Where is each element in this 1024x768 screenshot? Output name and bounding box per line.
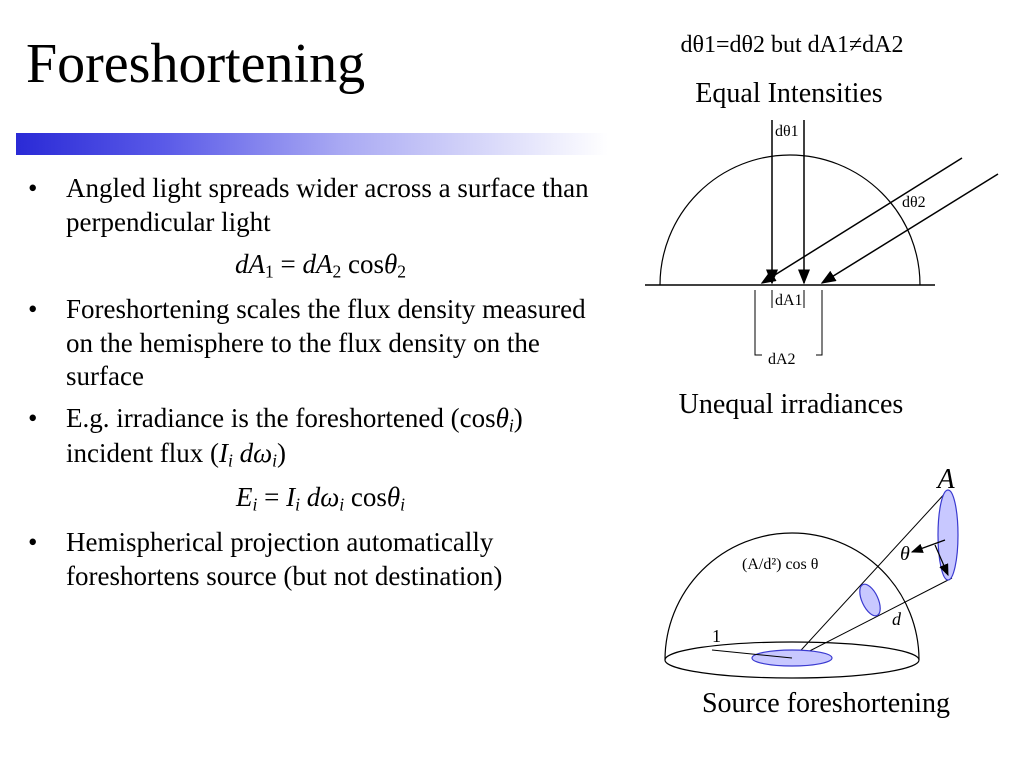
label-ratio: (A/d²) cos θ: [742, 556, 819, 573]
title-underline-bar: [16, 133, 608, 155]
figure1-header-line2: Equal Intensities: [695, 78, 883, 109]
bullet-list: [28, 172, 613, 601]
bullet-text: Hemispherical projection automatically foreshortens source (but not destination): [66, 526, 503, 591]
equation-irradiance: $E_i = I_i$ $d\omega_i$ cosθ$_i$: [235, 481, 406, 515]
bullet-text: Foreshortening scales the flux density measured on the hemisphere to the flux density on the surface: [66, 293, 586, 392]
label-dtheta1: dθ1: [775, 123, 799, 140]
label-A: A: [937, 464, 955, 495]
label-d: d: [892, 609, 901, 629]
hemisphere-arc-2: [665, 533, 919, 660]
label-dA1: dA1: [775, 292, 803, 309]
projected-patch: [856, 581, 885, 619]
bullet-dot: •: [28, 293, 38, 324]
bullet-item: [28, 293, 613, 394]
bullet-item: [28, 402, 613, 473]
source-area: [938, 490, 958, 580]
label-dA2: dA2: [768, 351, 796, 368]
label-theta: θ: [900, 543, 910, 565]
figure-source-foreshortening: [650, 455, 1020, 725]
label-radius-1: 1: [712, 626, 721, 646]
label-dtheta2: dθ2: [902, 194, 926, 211]
figure-unequal-irradiances: [640, 20, 1020, 425]
bullet-dot: •: [28, 526, 38, 557]
cone-upper-edge: [792, 490, 948, 660]
slide-title: Foreshortening: [26, 33, 366, 95]
bullet-item: [28, 172, 613, 240]
bullet-item: [28, 526, 613, 594]
figure2-caption: Source foreshortening: [701, 688, 951, 719]
bullet-dot: •: [28, 403, 38, 434]
equation-foreshortening: $dA_1 = dA_2$ cosθ$_2$: [234, 248, 407, 281]
bullet-text: Angled light spreads wider across a surface than perpendicular light: [66, 173, 589, 237]
bullet-text: E.g. irradiance is the foreshortened (cosθ$_i$) incident flux ($I_i$ $d\omega_i$): [66, 403, 523, 471]
figure1-caption: Unequal irradiances: [678, 389, 904, 420]
figure1-header-line1: dθ1=dθ2 but dA1≠dA2: [680, 32, 904, 58]
bullet-dot: •: [28, 173, 38, 203]
